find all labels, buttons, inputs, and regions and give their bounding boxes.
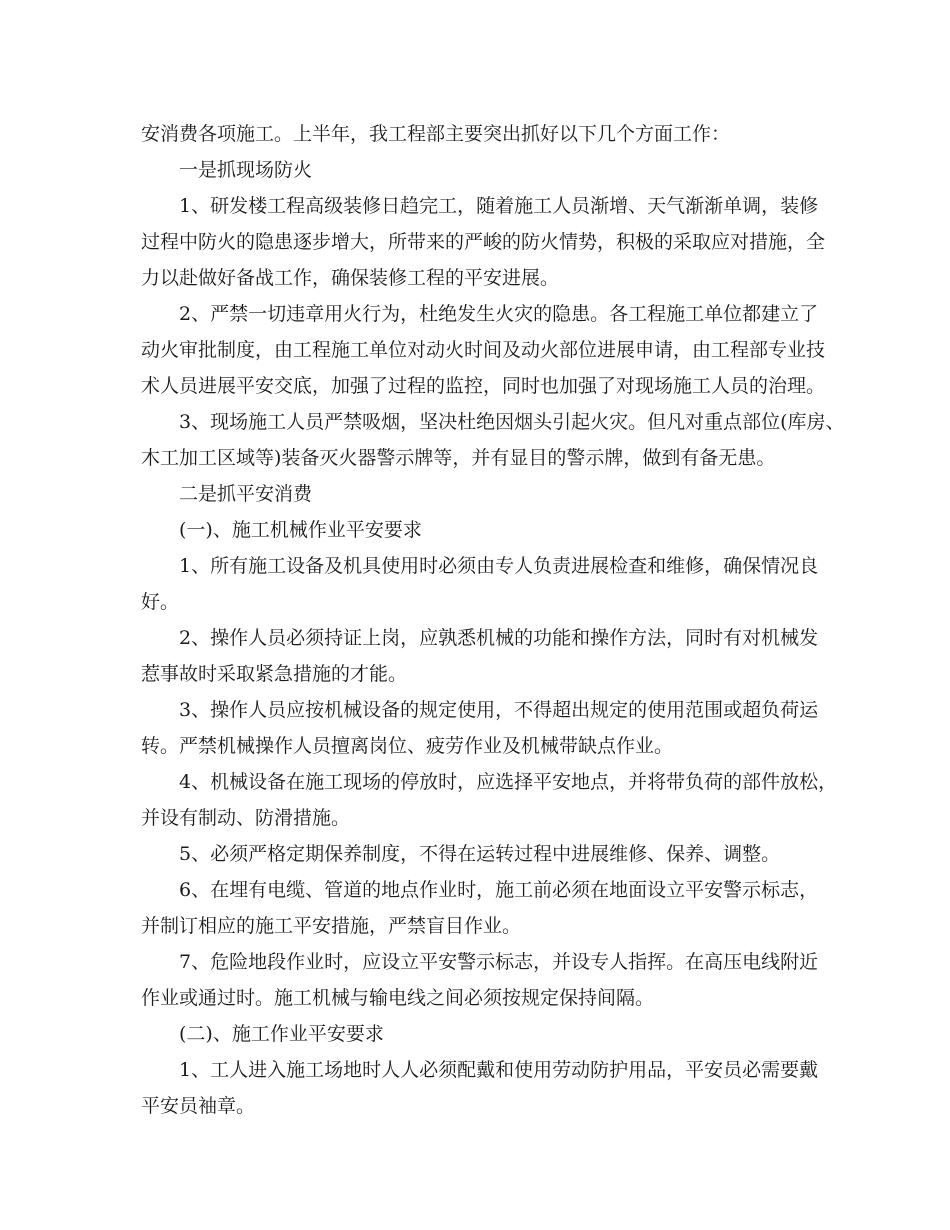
text-line: 3、操作人员应按机械设备的规定使用，不得超出规定的使用范围或超负荷运: [179, 699, 819, 721]
text-line: 3、现场施工人员严禁吸烟，坚决杜绝因烟头引起火灾。但凡对重点部位(库房、: [179, 411, 845, 433]
text-line: 术人员进展平安交底，加强了过程的监控，同时也加强了对现场施工人员的治理。: [141, 375, 826, 397]
text-line: 力以赴做好备战工作，确保装修工程的平安进展。: [141, 267, 560, 289]
text-line: 1、工人进入施工场地时人人必须配戴和使用劳动防护用品，平安员必需要戴: [179, 1059, 819, 1081]
text-line: 好。: [141, 591, 180, 613]
text-line: 过程中防火的隐患逐步增大，所带来的严峻的防火情势，积极的采取应对措施，全: [141, 231, 826, 253]
text-line: 平安员袖章。: [141, 1095, 256, 1117]
section-heading: 二是抓平安消费: [179, 483, 313, 505]
text-line: 5、必须严格定期保养制度，不得在运转过程中进展维修、保养、调整。: [179, 843, 781, 865]
text-line: 1、所有施工设备及机具使用时必须由专人负责进展检查和维修，确保情况良: [179, 555, 819, 577]
text-line: 2、严禁一切违章用火行为，杜绝发生火灾的隐患。各工程施工单位都建立了: [179, 303, 819, 325]
text-line: 并制订相应的施工平安措施，严禁盲目作业。: [141, 915, 522, 937]
text-line: 作业或通过时。施工机械与输电线之间必须按规定保持间隔。: [141, 987, 655, 1009]
subsection-heading: (一)、施工机械作业平安要求: [179, 519, 422, 541]
text-line: 并设有制动、防滑措施。: [141, 807, 351, 829]
text-line: 1、研发楼工程高级装修日趋完工，随着施工人员渐增、天气渐渐单调，装修: [179, 195, 819, 217]
section-heading: 一是抓现场防火: [179, 159, 313, 181]
subsection-heading: (二)、施工作业平安要求: [179, 1023, 384, 1045]
text-line: 7、危险地段作业时，应设立平安警示标志，并设专人指挥。在高压电线附近: [179, 951, 819, 973]
text-line: 动火审批制度，由工程施工单位对动火时间及动火部位进展申请，由工程部专业技: [141, 339, 826, 361]
text-line: 安消费各项施工。上半年，我工程部主要突出抓好以下几个方面工作：: [141, 123, 731, 145]
text-line: 4、机械设备在施工现场的停放时，应选择平安地点，并将带负荷的部件放松，: [179, 771, 838, 793]
text-line: 2、操作人员必须持证上岗，应孰悉机械的功能和操作方法，同时有对机械发: [179, 627, 819, 649]
text-line: 转。严禁机械操作人员擅离岗位、疲劳作业及机械带缺点作业。: [141, 735, 674, 757]
text-line: 惹事故时采取紧急措施的才能。: [141, 663, 408, 685]
text-line: 6、在埋有电缆、管道的地点作业时，施工前必须在地面设立平安警示标志，: [179, 879, 819, 901]
text-line: 木工加工区域等)装备灭火器警示牌等，并有显目的警示牌，做到有备无患。: [141, 447, 776, 469]
